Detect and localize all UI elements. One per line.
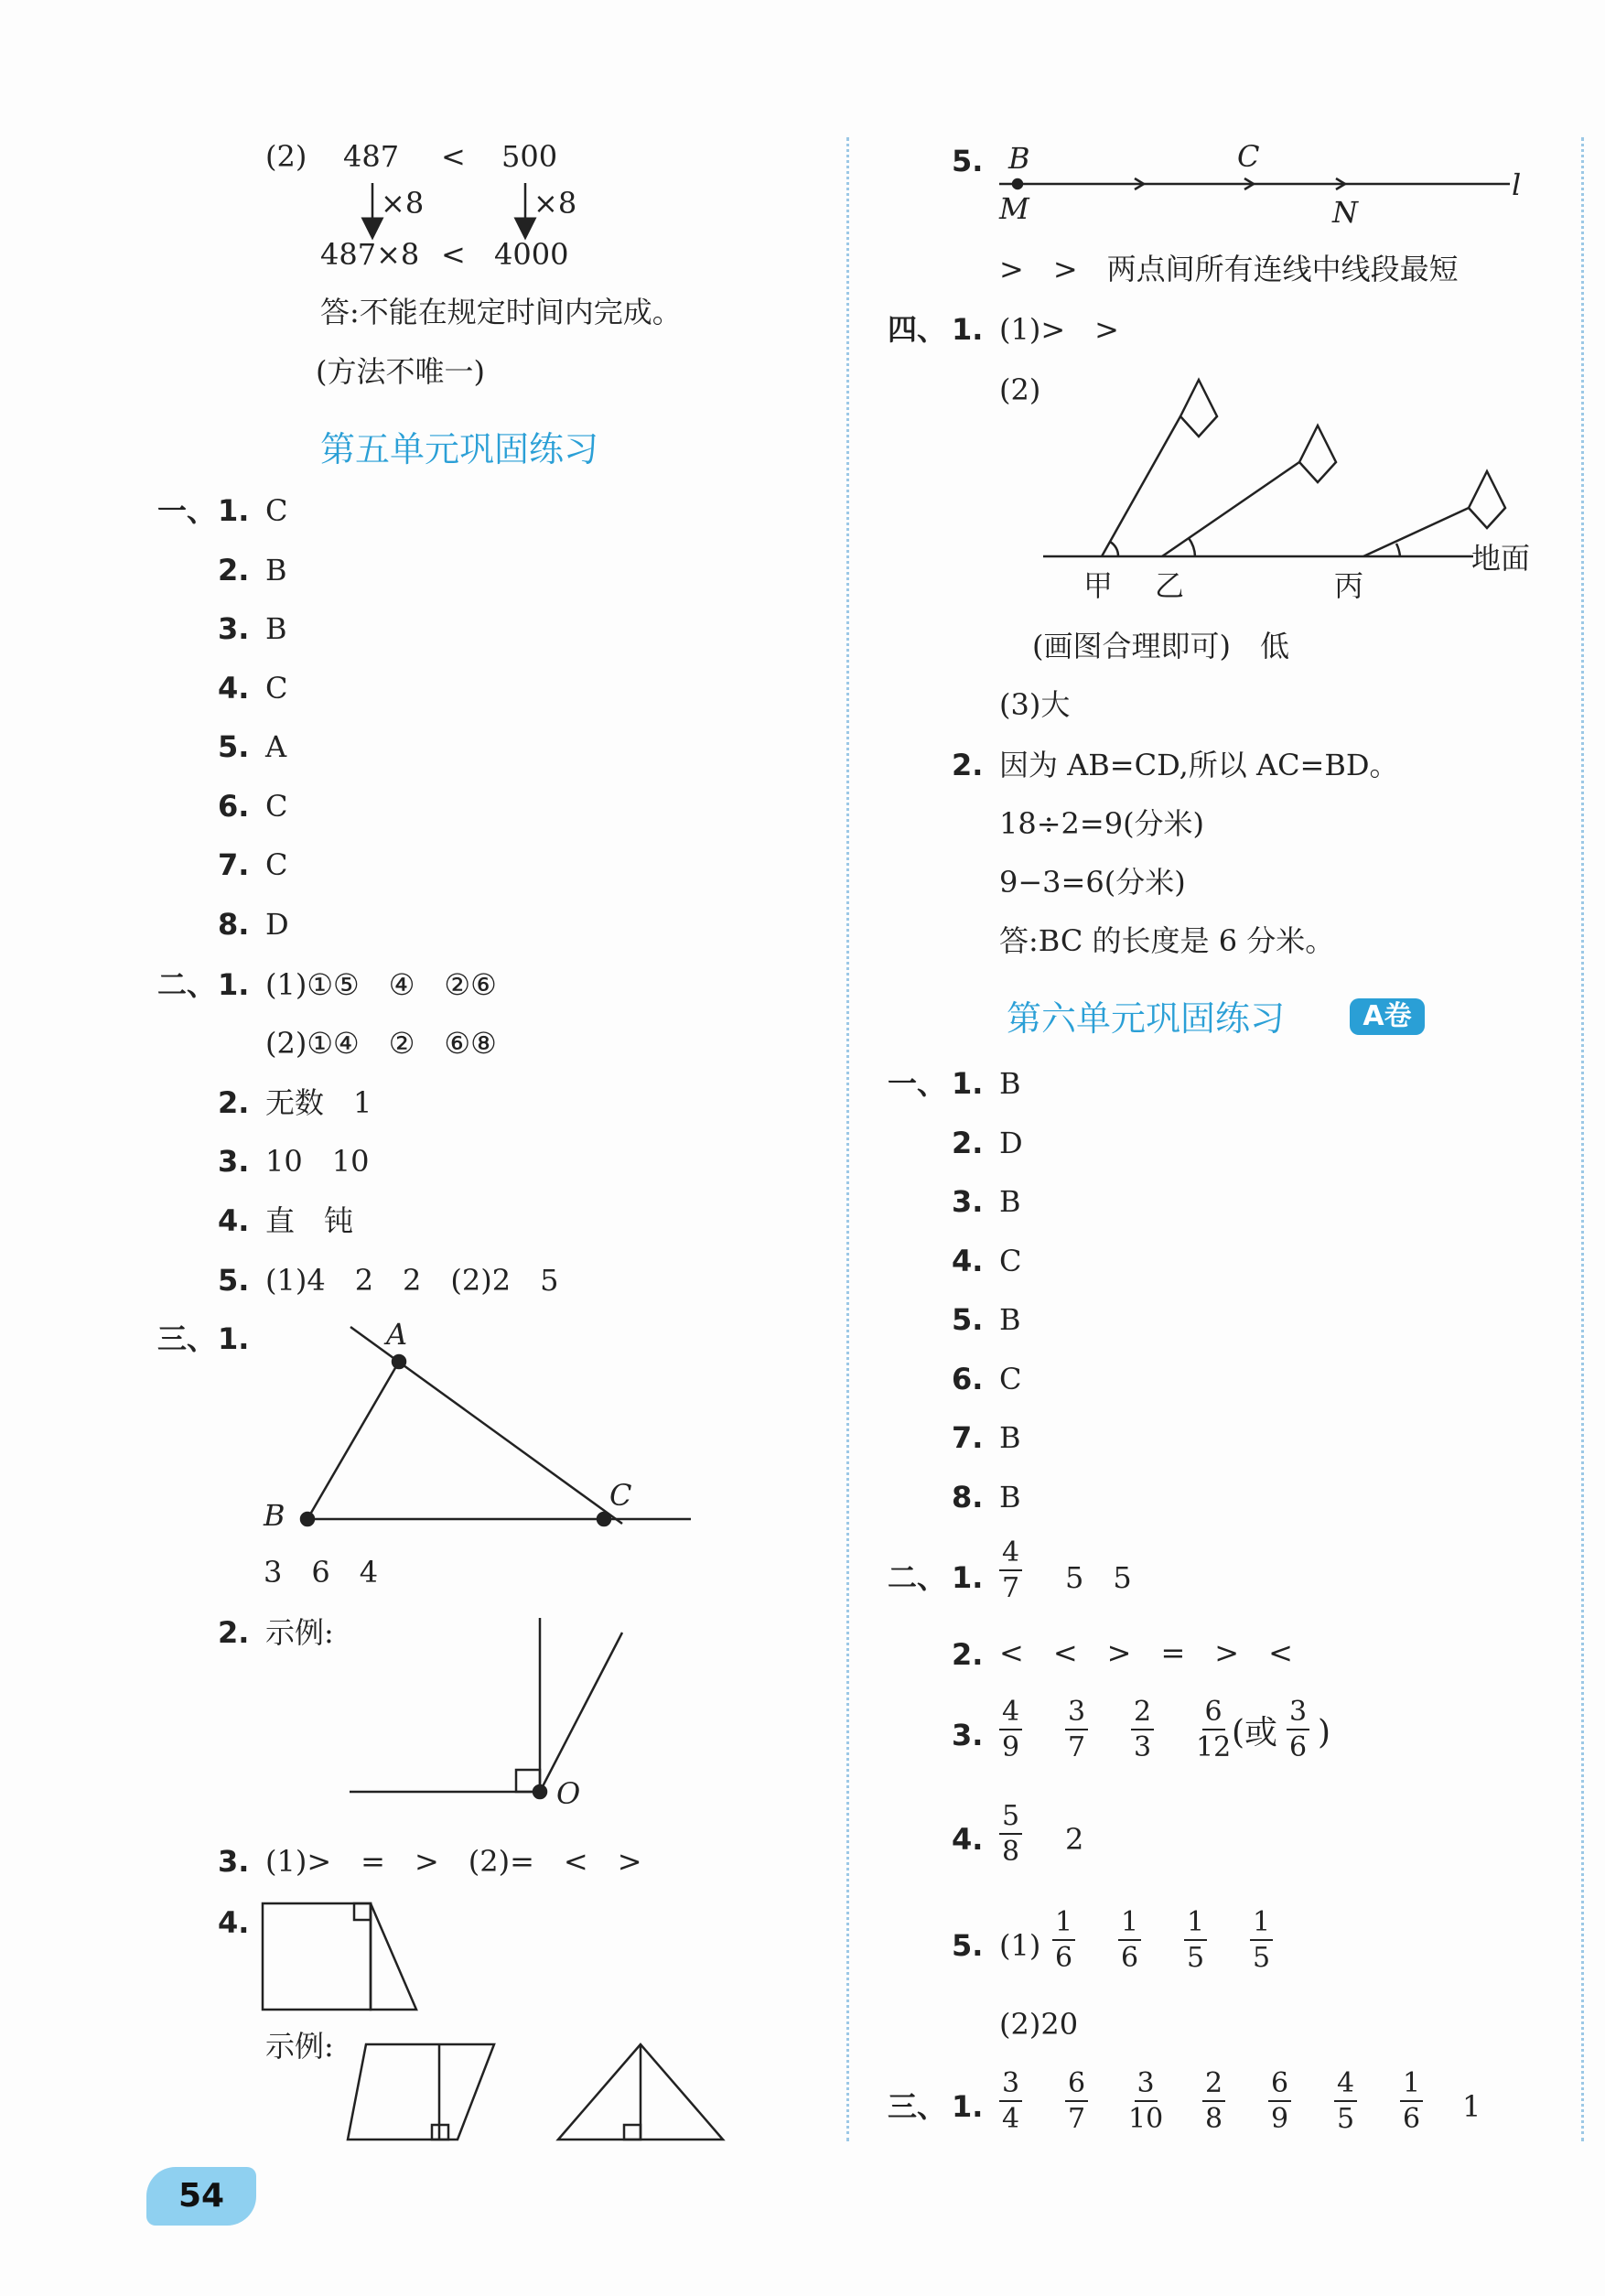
example-label: 示例: — [265, 1615, 334, 1650]
fraction: $\frac{3}{4}$ — [999, 2070, 1022, 2133]
fraction: $\frac{4}{5}$ — [1334, 2070, 1357, 2133]
section-label-3: 三、 — [888, 2089, 947, 2124]
kite-label-bing: 丙 — [1334, 568, 1364, 603]
answer-line: (2) — [999, 372, 1041, 407]
kites-figure — [1043, 380, 1505, 556]
answer-line: 答:BC 的长度是 6 分米。 — [999, 923, 1335, 958]
unit6-title: 第六单元巩固练习 — [1007, 998, 1286, 1039]
line-label-l: l — [1512, 167, 1522, 202]
item-num: 2. — [218, 552, 250, 587]
item-num: 2. — [952, 1125, 984, 1160]
point-label-B: B — [264, 1498, 285, 1533]
item-num: 5. — [952, 1928, 984, 1963]
item-num: 1. — [952, 1066, 984, 1101]
item-num: 6. — [218, 788, 250, 824]
item-num: 3. — [218, 1844, 250, 1879]
kite-icon — [1180, 380, 1217, 437]
answer-choice: C — [999, 1243, 1022, 1278]
answer-choice: C — [265, 847, 288, 882]
product-487x8: 487×8 — [320, 237, 420, 272]
fraction: $\frac{4}{7}$ — [999, 1539, 1022, 1602]
item-num: 3. — [218, 611, 250, 646]
answer-choice: C — [265, 493, 288, 528]
answer-line: 10 10 — [265, 1144, 370, 1179]
method-note: (方法不唯一) — [316, 354, 485, 389]
point-label-A: A — [386, 1317, 408, 1352]
answer-choice: B — [999, 1302, 1021, 1337]
item-num: 4. — [218, 1203, 250, 1238]
answer-choice: C — [999, 1361, 1022, 1396]
answer-choice: C — [265, 788, 288, 824]
item-num: 2. — [952, 748, 984, 782]
item-num: 1. — [952, 2089, 984, 2124]
fraction: $\frac{1}{5}$ — [1250, 1909, 1273, 1972]
fraction: $\frac{1}{6}$ — [1118, 1909, 1141, 1972]
answer-line: (1)①⑤ ④ ②⑥ — [265, 967, 497, 1002]
answer-choice: B — [999, 1420, 1021, 1455]
heights-figure — [263, 1903, 723, 2140]
item-num: 1. — [218, 493, 250, 528]
unit5-title: 第五单元巩固练习 — [320, 429, 599, 469]
kite-label-yi: 乙 — [1155, 568, 1185, 603]
answer-choice: B — [999, 1479, 1021, 1514]
item-num: 8. — [952, 1479, 984, 1514]
answer-line: 9−3=6(分米) — [999, 865, 1186, 900]
item-num: 4. — [218, 1905, 250, 1940]
point-label-C: C — [1237, 139, 1260, 174]
answer-line: (1)> = > (2)= < > — [265, 1844, 642, 1879]
fraction: $\frac{6}{7}$ — [1065, 2070, 1088, 2133]
item-num: 8. — [218, 906, 250, 942]
answer-line: 5 5 — [1065, 1560, 1132, 1595]
answer-choice: A — [265, 729, 287, 764]
answer-choice: B — [999, 1066, 1021, 1101]
fraction: $\frac{2}{3}$ — [1131, 1698, 1154, 1762]
item-num: 4. — [952, 1822, 984, 1857]
fraction: $\frac{1}{6}$ — [1400, 2070, 1423, 2133]
item-num: 1. — [952, 312, 984, 347]
item-num: 3. — [218, 1144, 250, 1179]
kite-icon — [1299, 426, 1336, 482]
answer-line: (1)> > — [999, 312, 1119, 347]
point-label-O: O — [556, 1776, 581, 1811]
triangle-abc-figure — [301, 1327, 691, 1525]
item-num: 5. — [952, 144, 984, 178]
answer-line: 18÷2=9(分米) — [999, 806, 1205, 841]
answer-line: (1)4 2 2 (2)2 5 — [265, 1263, 559, 1298]
times8-right: ×8 — [533, 186, 577, 221]
answer-line: (3)大 — [999, 687, 1071, 722]
alt-close: ) — [1318, 1714, 1331, 1752]
item-num: 1. — [218, 1321, 250, 1356]
point-label-M: M — [999, 191, 1029, 226]
item-num: 2. — [218, 1085, 250, 1120]
section-label-4: 四、 — [888, 312, 947, 347]
line-l-figure — [999, 178, 1510, 189]
fraction: $\frac{3}{6}$ — [1287, 1698, 1309, 1762]
answer-line: (1) — [999, 1928, 1041, 1963]
answer-choice: B — [265, 552, 287, 587]
fraction: $\frac{1}{5}$ — [1184, 1909, 1207, 1972]
item-num: 6. — [952, 1361, 984, 1396]
answer-line: > > 两点间所有连线中线段最短 — [999, 252, 1459, 286]
section-label-1: 一、 — [888, 1066, 947, 1101]
example-label: 示例: — [265, 2029, 334, 2064]
label-part2: (2) — [265, 139, 307, 174]
section-label-1: 一、 — [157, 493, 217, 528]
value-500: 500 — [501, 139, 558, 174]
unit6-badge: A卷 — [1350, 998, 1425, 1035]
item-num: 5. — [218, 729, 250, 764]
answer-line: 3 6 4 — [264, 1555, 379, 1590]
kite-icon — [1469, 471, 1505, 528]
answer-text: 答:不能在规定时间内完成。 — [320, 295, 682, 329]
item-num: 1. — [218, 967, 250, 1002]
fraction: $\frac{3}{10}$ — [1128, 2067, 1164, 2135]
ground-label: 地面 — [1471, 541, 1531, 576]
answer-line: 直 钝 — [265, 1203, 354, 1238]
point-label-C: C — [609, 1478, 632, 1513]
fraction: $\frac{1}{6}$ — [1052, 1909, 1075, 1972]
answer-line: (2)①④ ② ⑥⑧ — [265, 1026, 497, 1061]
answer-line: 因为 AB=CD,所以 AC=BD。 — [999, 748, 1399, 782]
value-4000: 4000 — [494, 237, 569, 272]
item-num: 4. — [218, 670, 250, 706]
item-num: 5. — [218, 1263, 250, 1298]
answer-choice: B — [999, 1184, 1021, 1219]
page-number: 54 — [146, 2167, 256, 2226]
fraction: $\frac{3}{7}$ — [1065, 1698, 1088, 1762]
item-num: 4. — [952, 1243, 984, 1278]
fraction: $\frac{2}{8}$ — [1202, 2070, 1225, 2133]
value-487: 487 — [343, 139, 400, 174]
item-num: 2. — [952, 1637, 984, 1672]
answer-line: 无数 1 — [265, 1085, 372, 1120]
section-label-2: 二、 — [888, 1560, 947, 1595]
answer-choice: D — [265, 906, 289, 942]
section-label-3: 三、 — [157, 1321, 217, 1356]
times8-left: ×8 — [381, 186, 425, 221]
less-than-sign-2: < — [441, 237, 466, 272]
less-than-sign: < — [441, 139, 466, 174]
section-label-2: 二、 — [157, 967, 217, 1002]
point-label-B: B — [1008, 141, 1030, 176]
item-num: 5. — [952, 1302, 984, 1337]
item-num: 3. — [952, 1718, 984, 1752]
answer-line: < < > = > < — [999, 1635, 1293, 1670]
fraction: $\frac{5}{8}$ — [999, 1803, 1022, 1866]
fraction: $\frac{6}{9}$ — [1268, 2070, 1291, 2133]
fraction: $\frac{4}{9}$ — [999, 1698, 1022, 1762]
item-num: 7. — [952, 1420, 984, 1455]
answer-choice: C — [265, 670, 288, 706]
answer-line: 1 — [1462, 2089, 1481, 2124]
item-num: 2. — [218, 1615, 250, 1650]
fraction: $\frac{6}{12}$ — [1196, 1696, 1232, 1763]
kite-label-jia: 甲 — [1083, 568, 1114, 603]
item-num: 1. — [952, 1560, 984, 1595]
answer-line: (2)20 — [999, 2007, 1079, 2042]
answer-choice: B — [265, 611, 287, 646]
point-label-N: N — [1332, 195, 1358, 230]
item-num: 7. — [218, 847, 250, 882]
answer-choice: D — [999, 1125, 1023, 1160]
answer-line: 2 — [1065, 1822, 1084, 1857]
alt-open: (或 — [1232, 1714, 1278, 1752]
right-angle-O-figure — [350, 1618, 622, 1798]
answer-line: (画图合理即可) 低 — [1032, 629, 1289, 663]
item-num: 3. — [952, 1184, 984, 1219]
